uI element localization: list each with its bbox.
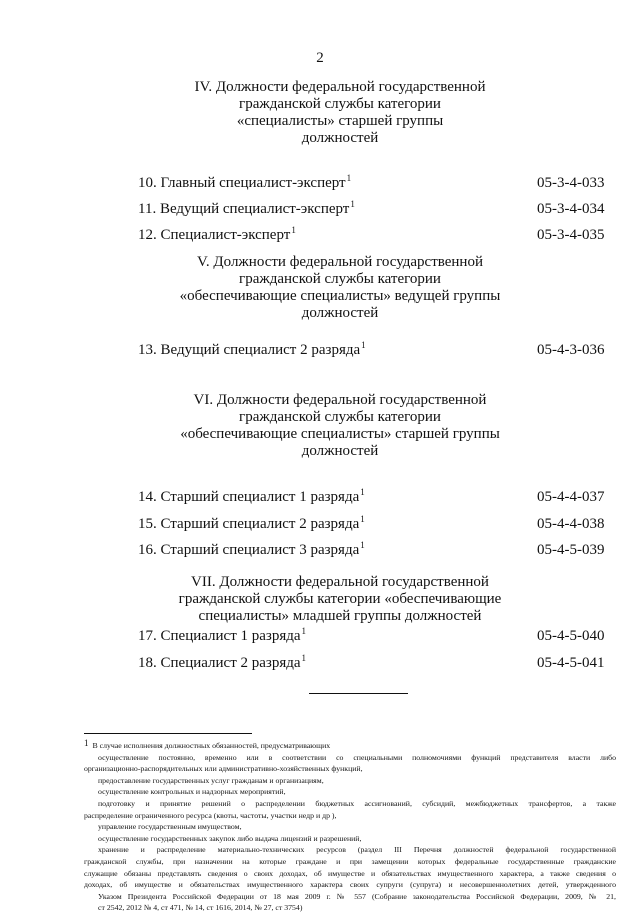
footnote-items bbox=[84, 752, 616, 914]
footnote-line: предоставление государственных услуг гражданам и организациям, bbox=[98, 775, 324, 785]
footnote-line: гражданской службы, при назначении на которые граждане и при замещении которых федеральные государственные гражданские bbox=[84, 856, 616, 866]
heading-line: V. Должности федеральной государственной bbox=[197, 254, 483, 270]
footnote-mark: 1 bbox=[350, 199, 355, 209]
position-name: 10. Главный специалист-эксперт$^1$ bbox=[138, 173, 352, 191]
footnote-line: доходах, об имуществе и обязательствах имущественного характера своих супруги (супруга) и несовершеннолетних детей, утвержденного bbox=[84, 880, 616, 890]
heading-line: гражданской службы категории bbox=[239, 271, 441, 287]
position-code: 05-4-5-039 bbox=[537, 542, 605, 558]
footnote-mark: 1 bbox=[301, 653, 307, 663]
footnote-number: 1 bbox=[84, 738, 89, 748]
position-code: 05-4-5-040 bbox=[537, 628, 605, 644]
footnote-line: осуществление контрольных и надзорных мероприятий, bbox=[98, 787, 286, 797]
position-name: 17. Специалист 1 разряда$^1$ bbox=[138, 626, 307, 644]
position-entry bbox=[138, 340, 608, 360]
footnote-line: осуществление государственных закупок либо выдача лицензий и разрешений, bbox=[98, 833, 362, 843]
position-entry bbox=[138, 199, 608, 219]
position-entry bbox=[138, 514, 608, 534]
position-entry bbox=[138, 653, 608, 673]
footnote-separator bbox=[84, 733, 252, 734]
footnote-line: Указом Президента Российской Федерации от 18 мая 2009 г. № 557 (Собрание законодательства Российской Федерации, 2009, № 21, bbox=[98, 891, 616, 901]
position-name: 16. Старший специалист 3 разряда$^1$ bbox=[138, 540, 365, 558]
heading-line: должностей bbox=[301, 305, 379, 321]
footnote-line: организационно-распорядительных или административно-хозяйственных функций, bbox=[84, 764, 363, 774]
footnote-line: служащие обязаны представлять сведения о своих доходах, об имуществе и обязательствах имущественного характера, а также сведения о bbox=[84, 868, 616, 878]
position-name: 13. Ведущий специалист 2 разряда$^1$ bbox=[138, 340, 366, 358]
heading-line: должностей bbox=[301, 130, 379, 146]
footnote-line: ст 2542, 2012 № 4, ст 471, № 14, ст 1616, 2014, № 27, ст 3754) bbox=[98, 903, 303, 913]
position-entry bbox=[138, 626, 608, 646]
position-code: 05-4-3-036 bbox=[537, 342, 605, 358]
page-number: 2 bbox=[316, 50, 324, 66]
footnote-mark: 1 bbox=[360, 540, 365, 550]
position-name: 11. Ведущий специалист-эксперт$^1$ bbox=[138, 199, 355, 217]
footnote-block bbox=[84, 738, 616, 914]
section-heading-v bbox=[140, 254, 540, 322]
position-name: 12. Специалист-эксперт$^1$ bbox=[138, 225, 296, 243]
position-entry bbox=[138, 540, 608, 560]
heading-line: специалисты» младшей группы должностей bbox=[198, 608, 482, 624]
section-heading-vi bbox=[140, 392, 540, 460]
footnote-line: хранение и распределение материально-технических ресурсов (раздел III Перечня должностей федеральной государственной bbox=[98, 845, 616, 855]
footnote-line: управление государственным имуществом, bbox=[98, 822, 242, 832]
position-entry bbox=[138, 225, 608, 245]
position-entry bbox=[138, 487, 608, 507]
position-code: 05-3-4-035 bbox=[537, 227, 605, 243]
heading-line: гражданской службы категории bbox=[239, 409, 441, 425]
heading-line: IV. Должности федеральной государственной bbox=[194, 79, 486, 95]
footnote-mark: 1 bbox=[361, 340, 366, 350]
position-code: 05-3-4-034 bbox=[537, 201, 605, 217]
position-name: 14. Старший специалист 1 разряда$^1$ bbox=[138, 487, 365, 505]
footnote-intro: 1 В случае исполнения должностных обязанностей, предусматривающих bbox=[84, 738, 331, 750]
heading-line: должностей bbox=[301, 443, 379, 459]
position-code: 05-3-4-033 bbox=[537, 175, 605, 191]
end-of-list-rule bbox=[309, 693, 408, 694]
position-entry bbox=[138, 173, 608, 193]
footnote-mark: 1 bbox=[360, 514, 365, 524]
heading-line: VI. Должности федеральной государственной bbox=[193, 392, 487, 408]
footnote-line: подготовку и принятие решений о распределении бюджетных ассигнований, субсидий, межбюджетных трансфертов, а также bbox=[98, 798, 616, 808]
position-code: 05-4-5-041 bbox=[537, 655, 605, 671]
footnote-line: распределение ограниченного ресурса (квоты, частоты, участки недр и др ), bbox=[84, 810, 337, 820]
position-name: 15. Старший специалист 2 разряда$^1$ bbox=[138, 514, 365, 532]
position-code: 05-4-4-037 bbox=[537, 489, 605, 505]
heading-line: «обеспечивающие специалисты» старшей группы bbox=[180, 426, 500, 442]
heading-line: гражданской службы категории bbox=[239, 96, 441, 112]
section-heading-iv bbox=[140, 79, 540, 147]
position-code: 05-4-4-038 bbox=[537, 516, 605, 532]
footnote-mark: 1 bbox=[301, 626, 307, 636]
heading-line: «специалисты» старшей группы bbox=[236, 113, 444, 129]
heading-line: гражданской службы категории «обеспечивающие bbox=[178, 591, 502, 607]
heading-line: «обеспечивающие специалисты» ведущей группы bbox=[179, 288, 501, 304]
footnote-line: осуществление постоянно, временно или в соответствии со специальными полномочиями функций представителя власти либо bbox=[98, 752, 616, 762]
section-heading-vii bbox=[140, 574, 540, 625]
footnote-mark: 1 bbox=[360, 487, 365, 497]
footnote-mark: 1 bbox=[346, 173, 352, 183]
position-name: 18. Специалист 2 разряда$^1$ bbox=[138, 653, 307, 671]
heading-line: VII. Должности федеральной государственной bbox=[191, 574, 489, 590]
footnote-mark: 1 bbox=[291, 225, 296, 235]
